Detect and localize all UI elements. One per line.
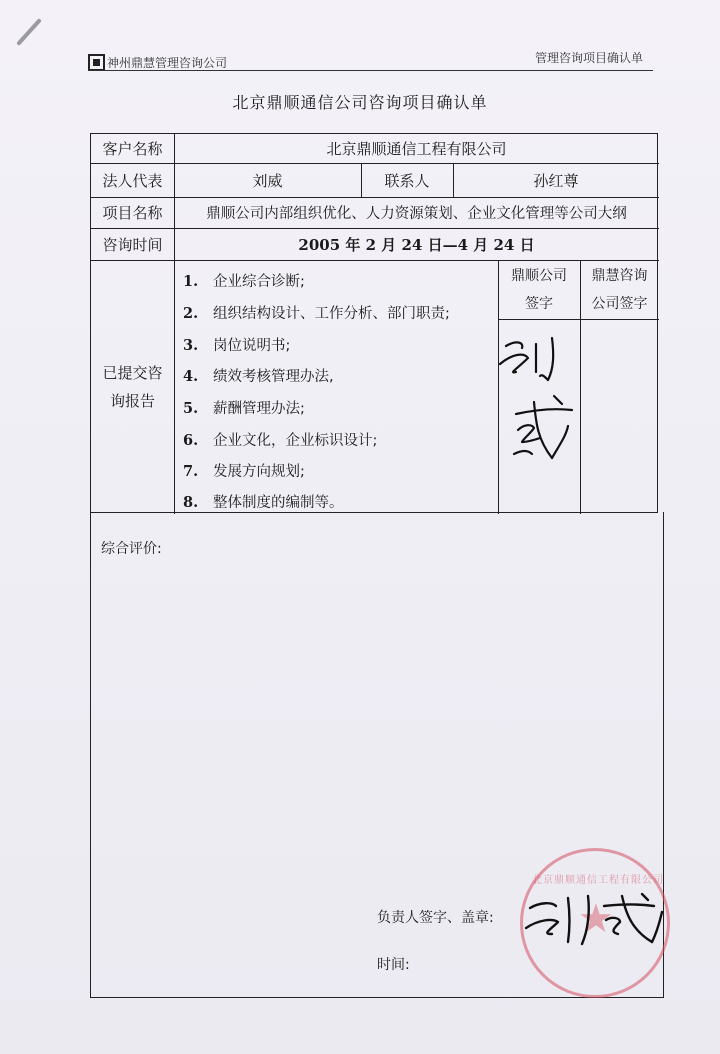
seal-star-icon: ★ [578, 896, 614, 942]
responsible-signature [522, 890, 672, 950]
consult-period-label: 咨询时间 [102, 235, 163, 254]
staple [16, 18, 42, 46]
legal-rep-value: 刘威 [252, 171, 283, 190]
client-sign-header [498, 260, 580, 319]
time-label: 时间: [377, 957, 410, 973]
signature-label: 负责人签字、盖章: [377, 910, 494, 926]
sign-header-divider [498, 319, 659, 320]
client-signature [494, 324, 584, 474]
company-logo-icon [88, 54, 105, 71]
consultant-sign-header-line1: 鼎慧咨询 [591, 267, 648, 284]
consultant-sign-header-line2: 公司签字 [591, 295, 648, 312]
legal-rep-label: 法人代表 [102, 171, 163, 190]
client-name-value: 北京鼎顺通信工程有限公司 [326, 140, 507, 158]
list-item: 3. 岗位说明书; [183, 337, 291, 354]
list-item: 1. 企业综合诊断; [183, 273, 305, 290]
reports-label-line1: 已提交咨 [102, 364, 163, 382]
reports-label [91, 260, 174, 514]
contact-label: 联系人 [384, 171, 430, 190]
list-item: 6. 企业文化，企业标识设计; [183, 432, 378, 449]
client-name-label: 客户名称 [102, 140, 163, 158]
header-company [88, 54, 227, 71]
project-name-label: 项目名称 [102, 204, 163, 222]
seal-text: 北京鼎顺通信工程有限公司 [532, 875, 664, 886]
list-item: 7. 发展方向规划; [183, 463, 305, 480]
list-item: 8. 整体制度的编制等。 [183, 494, 344, 511]
contact-value: 孙红尊 [533, 171, 579, 190]
list-item: 5. 薪酬管理办法; [183, 400, 305, 417]
project-name-value: 鼎顺公司内部组织优化、人力资源策划、企业文化管理等公司大纲 [206, 206, 627, 222]
reports-label-line2: 询报告 [109, 392, 155, 410]
list-item: 4. 绩效考核管理办法, [183, 368, 334, 385]
project-table [90, 133, 658, 513]
consultant-sign-header [580, 260, 659, 319]
consult-period-value: 2005 年 2 月 24 日—4 月 24 日 [298, 235, 535, 254]
evaluation-label: 综合评价: [101, 541, 162, 557]
header-doc-type: 管理咨询项目确认单 [535, 51, 644, 65]
client-sign-header-line2: 签字 [525, 295, 553, 312]
client-sign-header-line1: 鼎顺公司 [511, 267, 567, 284]
header-company-name: 神州鼎慧管理咨询公司 [107, 56, 228, 70]
document-title: 北京鼎顺通信公司咨询项目确认单 [232, 93, 488, 112]
list-item: 2. 组织结构设计、工作分析、部门职责; [183, 305, 450, 322]
header-rule [88, 70, 653, 71]
